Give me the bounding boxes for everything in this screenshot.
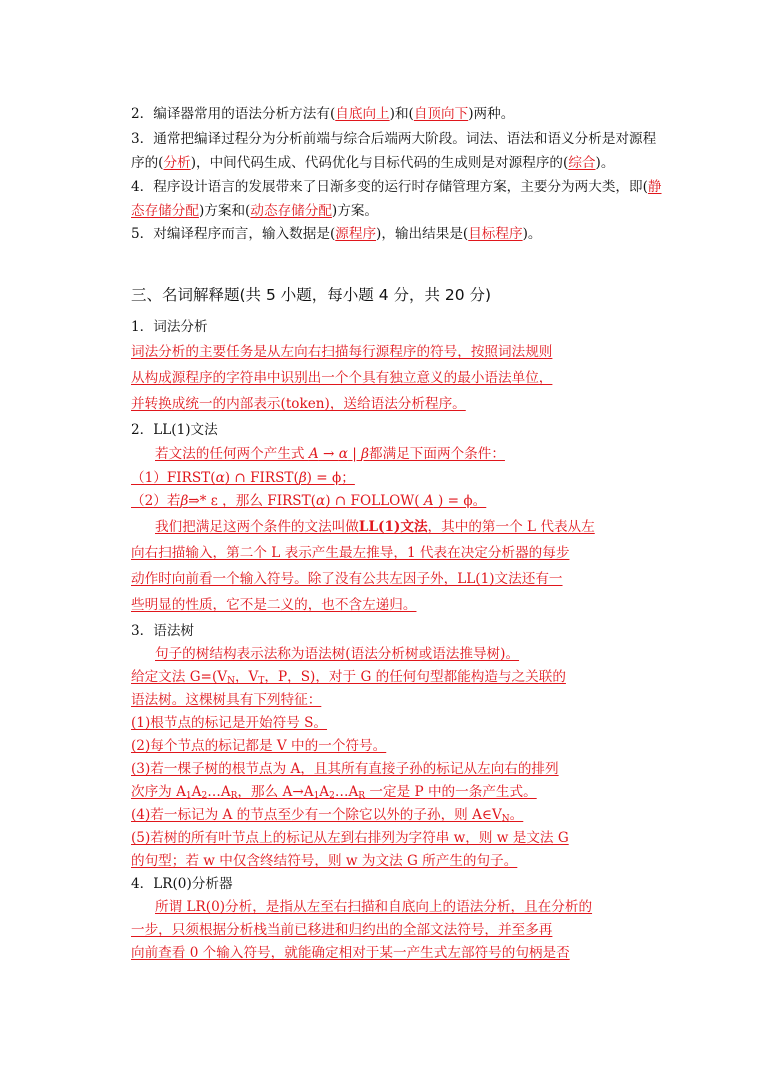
answer-text: 态存储分配 bbox=[131, 203, 199, 219]
answer-text: 源程序 bbox=[335, 226, 377, 242]
fill-item-4-line2: 态存储分配)方案和(动态存储分配)方案。 bbox=[131, 203, 379, 219]
answer-line: 动作时向前看一个输入符号。除了没有公共左因子外，LL(1)文法还有一 bbox=[131, 571, 563, 587]
answer-line: 些明显的性质，它不是二义的，也不含左递归。 bbox=[131, 597, 417, 613]
answer-text: 自顶向下 bbox=[413, 106, 469, 122]
term-heading: 2．LL(1)文法 bbox=[131, 422, 218, 438]
answer-line: (4)若一标记为 A 的节点至少有一个除它以外的子孙，则 $A\in V_N$。 bbox=[131, 807, 524, 824]
answer-line: 给定文法 $G=(V_N$，$V_T$，P，S)，对于 G 的任何句型都能构造与之关联的 bbox=[131, 669, 566, 686]
answer-text: 目标程序 bbox=[468, 226, 523, 242]
term-heading: 1．词法分析 bbox=[131, 319, 208, 335]
answer-line: 向前查看 0 个输入符号，就能确定相对于某一产生式左部符号的句柄是否 bbox=[131, 945, 570, 961]
answer-text: 静 bbox=[647, 179, 662, 195]
answer-text: 自底向上 bbox=[335, 106, 390, 122]
answer-line: 一步，只须根据分析栈当前已移进和归约出的全部文法符号，并至多再 bbox=[131, 922, 553, 938]
answer-line: 向右扫描输入，第二个 L 表示产生最左推导，1 代表在决定分析器的每步 bbox=[131, 545, 570, 561]
fill-item-3-line1: 3．通常把编译过程分为分析前端与综合后端两大阶段。词法、语法和语义分析是对源程 bbox=[131, 131, 657, 147]
answer-text: 分析 bbox=[163, 155, 191, 171]
answer-line: 次序为 $A_1A_2\dots A_R$，那么 $A\to A_1A_2\dots A_R$ 一定是 P 中的一条产生式。 bbox=[131, 784, 537, 801]
answer-line: 语法树。这棵树具有下列特征： bbox=[131, 692, 322, 708]
answer-line: （2）若β⇒* ε ，那么 FIRST(α) ∩ FOLLOW( A ) = ϕ。 bbox=[131, 493, 487, 509]
fill-item-4-line1: 4．程序设计语言的发展带来了日渐多变的运行时存储管理方案，主要分为两大类，即(静 bbox=[131, 179, 662, 195]
answer-line: 的句型；若 w 中仅含终结符号，则 w 为文法 G 所产生的句子。 bbox=[131, 853, 518, 869]
answer-line: (5)若树的所有叶节点上的标记从左到右排列为字符串 w，则 w 是文法 G bbox=[131, 830, 569, 846]
answer-line: (1)根节点的标记是开始符号 S。 bbox=[131, 715, 328, 731]
fill-item-2: 2．编译器常用的语法分析方法有(自底向上)和(自顶向下)两种。 bbox=[131, 106, 515, 122]
answer-text: 综合 bbox=[568, 155, 596, 171]
term-heading: 4．LR(0)分析器 bbox=[131, 876, 233, 892]
answer-line: 从构成源程序的字符串中识别出一个个具有独立意义的最小语法单位， bbox=[131, 370, 553, 386]
section-title: 三、名词解释题(共 5 小题，每小题 4 分，共 20 分) bbox=[131, 286, 492, 304]
answer-line: (3)若一棵子树的根节点为 A，且其所有直接子孙的标记从左向右的排列 bbox=[131, 761, 559, 777]
answer-line: 句子的树结构表示法称为语法树(语法分析树或语法推导树)。 bbox=[155, 646, 520, 662]
bold-term: LL(1)文法 bbox=[358, 519, 428, 535]
answer-line: 若文法的任何两个产生式 A → α | β都满足下面两个条件： bbox=[155, 446, 505, 462]
answer-line: （1）FIRST(α) ∩ FIRST(β) = ϕ； bbox=[131, 470, 355, 486]
answer-line: 所谓 LR(0)分析，是指从左至右扫描和自底向上的语法分析，且在分析的 bbox=[155, 899, 593, 915]
fill-item-3-line2: 序的(分析)，中间代码生成、代码优化与目标代码的生成则是对源程序的(综合)。 bbox=[131, 155, 615, 171]
answer-text: 动态存储分配 bbox=[250, 203, 332, 219]
answer-line: 并转换成统一的内部表示(token)，送给语法分析程序。 bbox=[131, 396, 466, 412]
term-heading: 3．语法树 bbox=[131, 623, 195, 639]
fill-item-5: 5．对编译程序而言，输入数据是(源程序)，输出结果是(目标程序)。 bbox=[131, 226, 542, 242]
answer-line: (2)每个节点的标记都是 V 中的一个符号。 bbox=[131, 738, 387, 754]
answer-line: 词法分析的主要任务是从左向右扫描每行源程序的符号，按照词法规则 bbox=[131, 344, 553, 360]
answer-line: 我们把满足这两个条件的文法叫做LL(1)文法，其中的第一个 L 代表从左 bbox=[155, 519, 595, 535]
